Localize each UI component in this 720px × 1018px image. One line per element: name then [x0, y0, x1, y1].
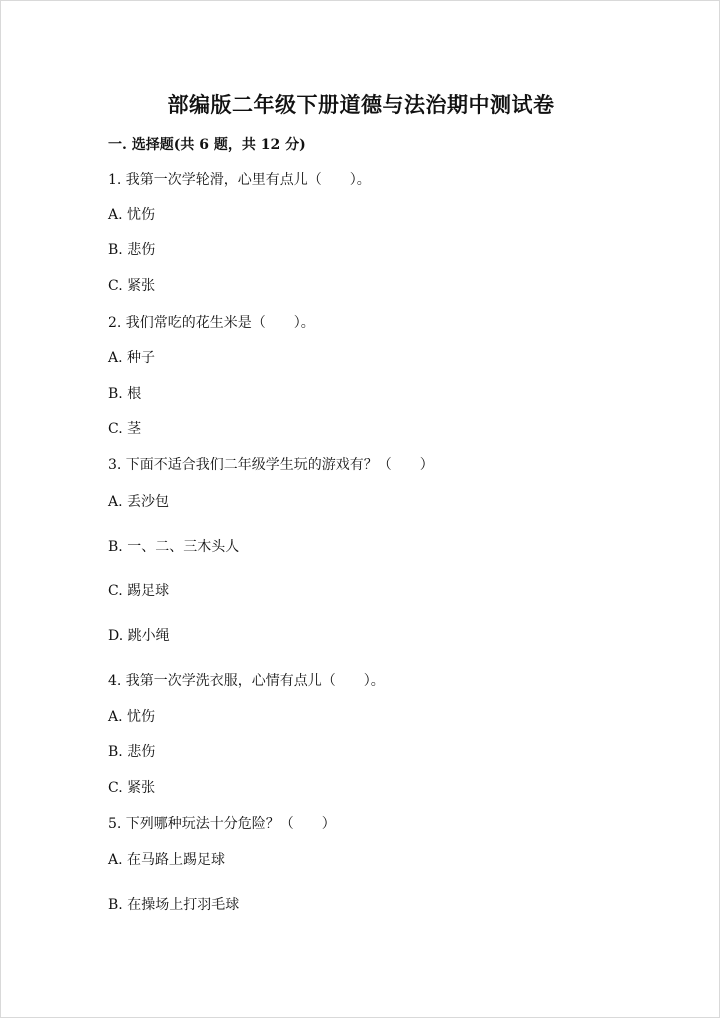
- question-2-option-a: A. 种子: [108, 350, 156, 366]
- question-3-option-d: D. 跳小绳: [108, 628, 170, 644]
- question-4-stem: 4. 我第一次学洗衣服，心情有点儿（ ）。: [108, 673, 385, 689]
- question-1-option-a: A. 忧伤: [108, 207, 156, 223]
- page-title: 部编版二年级下册道德与法治期中测试卷: [167, 92, 555, 117]
- question-2-option-b: B. 根: [108, 386, 142, 402]
- question-1-option-b: B. 悲伤: [108, 242, 156, 258]
- question-1-option-c: C. 紧张: [108, 278, 156, 294]
- question-5-stem: 5. 下列哪种玩法十分危险？（ ）: [108, 816, 336, 832]
- question-4-option-c: C. 紧张: [108, 780, 156, 796]
- question-3-option-c: C. 踢足球: [108, 583, 170, 599]
- question-3-stem: 3. 下面不适合我们二年级学生玩的游戏有？（ ）: [108, 457, 434, 473]
- question-2-stem: 2. 我们常吃的花生米是（ ）。: [108, 315, 315, 331]
- question-3-option-a: A. 丢沙包: [108, 494, 170, 510]
- question-2-option-c: C. 茎: [108, 421, 142, 437]
- question-5-option-b: B. 在操场上打羽毛球: [108, 897, 240, 913]
- question-5-option-a: A. 在马路上踢足球: [108, 852, 226, 868]
- question-3-option-b: B. 一、二、三木头人: [108, 539, 240, 555]
- question-4-option-b: B. 悲伤: [108, 744, 156, 760]
- section-heading: 一. 选择题(共 6 题，共 12 分): [108, 137, 306, 153]
- question-4-option-a: A. 忧伤: [108, 709, 156, 725]
- question-1-stem: 1. 我第一次学轮滑，心里有点儿（ ）。: [108, 172, 371, 188]
